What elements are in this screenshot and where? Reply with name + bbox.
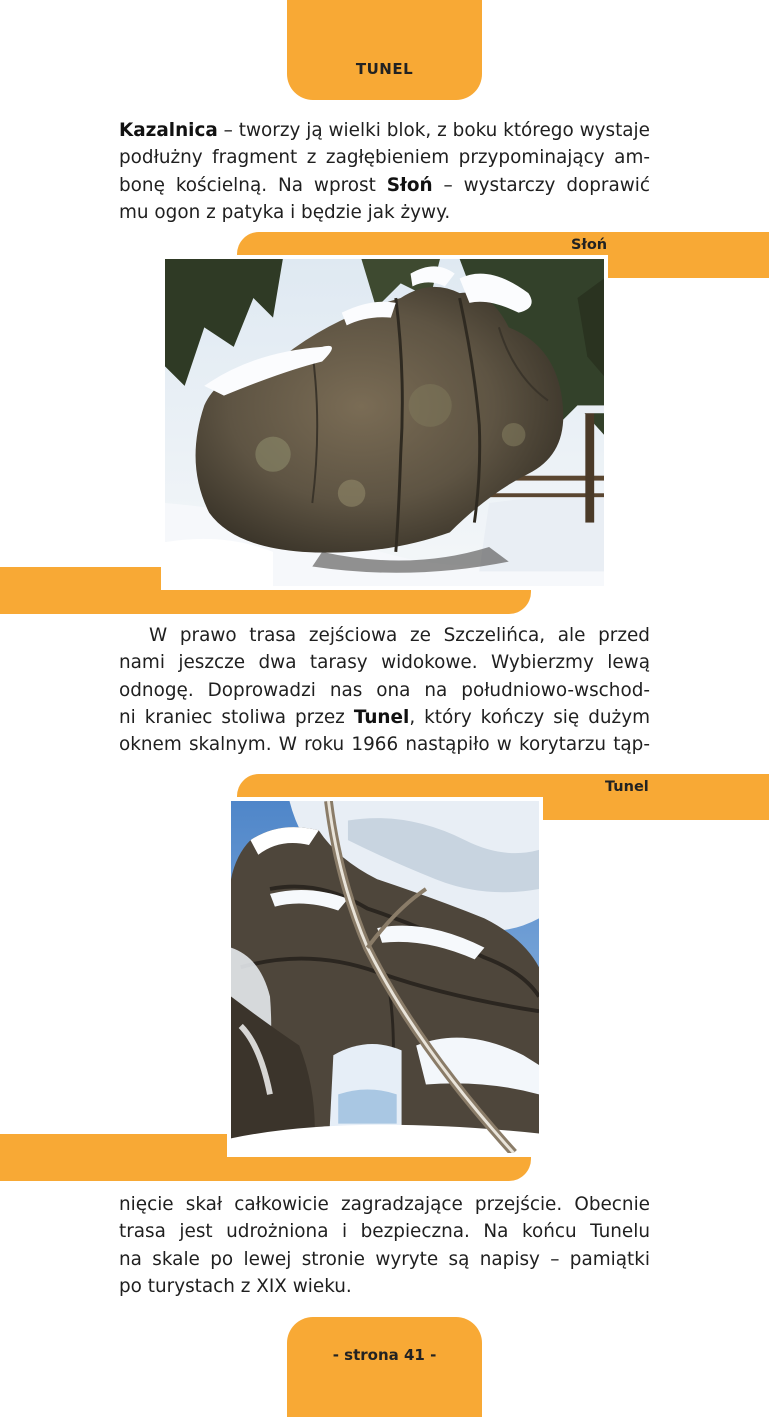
- middle-line-4: [119, 704, 650, 731]
- middle-line-1: W prawo trasa zejściowa ze Szczelińca, ale przed: [149, 625, 650, 646]
- photo-slon: [161, 255, 608, 590]
- page-number-tab: [287, 1317, 482, 1417]
- intro-line-2: podłużny fragment z zagłębieniem przypominający am-: [119, 147, 650, 169]
- page-number: - strona 41 -: [332, 1346, 437, 1364]
- middle-paragraph: [119, 622, 650, 758]
- closing-line-1: nięcie skał całkowicie zagradzające przejście. Obecnie: [119, 1194, 650, 1215]
- middle-line-4-pre: ni kraniec stoliwa przez: [119, 706, 354, 728]
- intro-line-3-text: bonę kościelną. Na wprost: [119, 174, 387, 196]
- closing-paragraph: [119, 1191, 650, 1300]
- chapter-title: TUNEL: [355, 60, 414, 78]
- figure-tunel-caption: Tunel: [605, 779, 649, 795]
- middle-line-3: odnogę. Doprowadzi nas ona na południowo-wschod-: [119, 679, 650, 701]
- photo-tunel-image: [231, 801, 539, 1153]
- intro-paragraph: [119, 117, 650, 226]
- intro-line-3: [119, 172, 650, 199]
- term-slon: Słoń: [386, 174, 433, 196]
- closing-line-2: trasa jest udrożniona i bezpieczna. Na końcu Tunelu: [119, 1221, 650, 1243]
- photo-tunel: [227, 797, 543, 1157]
- closing-line-4: po turystach z XIX wieku.: [119, 1275, 352, 1297]
- term-kazalnica: Kazalnica: [119, 120, 218, 141]
- middle-line-5: oknem skalnym. W roku 1966 nastąpiło w korytarzu tąp-: [119, 734, 650, 756]
- middle-line-4-post: , który kończy się dużym: [409, 706, 650, 728]
- intro-line-3-rest: – wystarczy doprawić: [432, 174, 651, 196]
- photo-slon-image: [165, 259, 604, 586]
- term-tunel: Tunel: [353, 706, 410, 728]
- intro-line-4: mu ogon z patyka i będzie jak żywy.: [119, 201, 451, 223]
- figure-slon-caption: Słoń: [571, 237, 608, 253]
- chapter-tab: [287, 0, 482, 100]
- intro-line-1-text: – tworzy ją wielki blok, z boku którego wystaje: [217, 120, 650, 141]
- intro-line-1: [119, 117, 650, 144]
- middle-line-2: nami jeszcze dwa tarasy widokowe. Wybierzmy lewą: [119, 652, 650, 674]
- closing-line-3: na skale po lewej stronie wyryte są napisy – pamiątki: [119, 1248, 650, 1270]
